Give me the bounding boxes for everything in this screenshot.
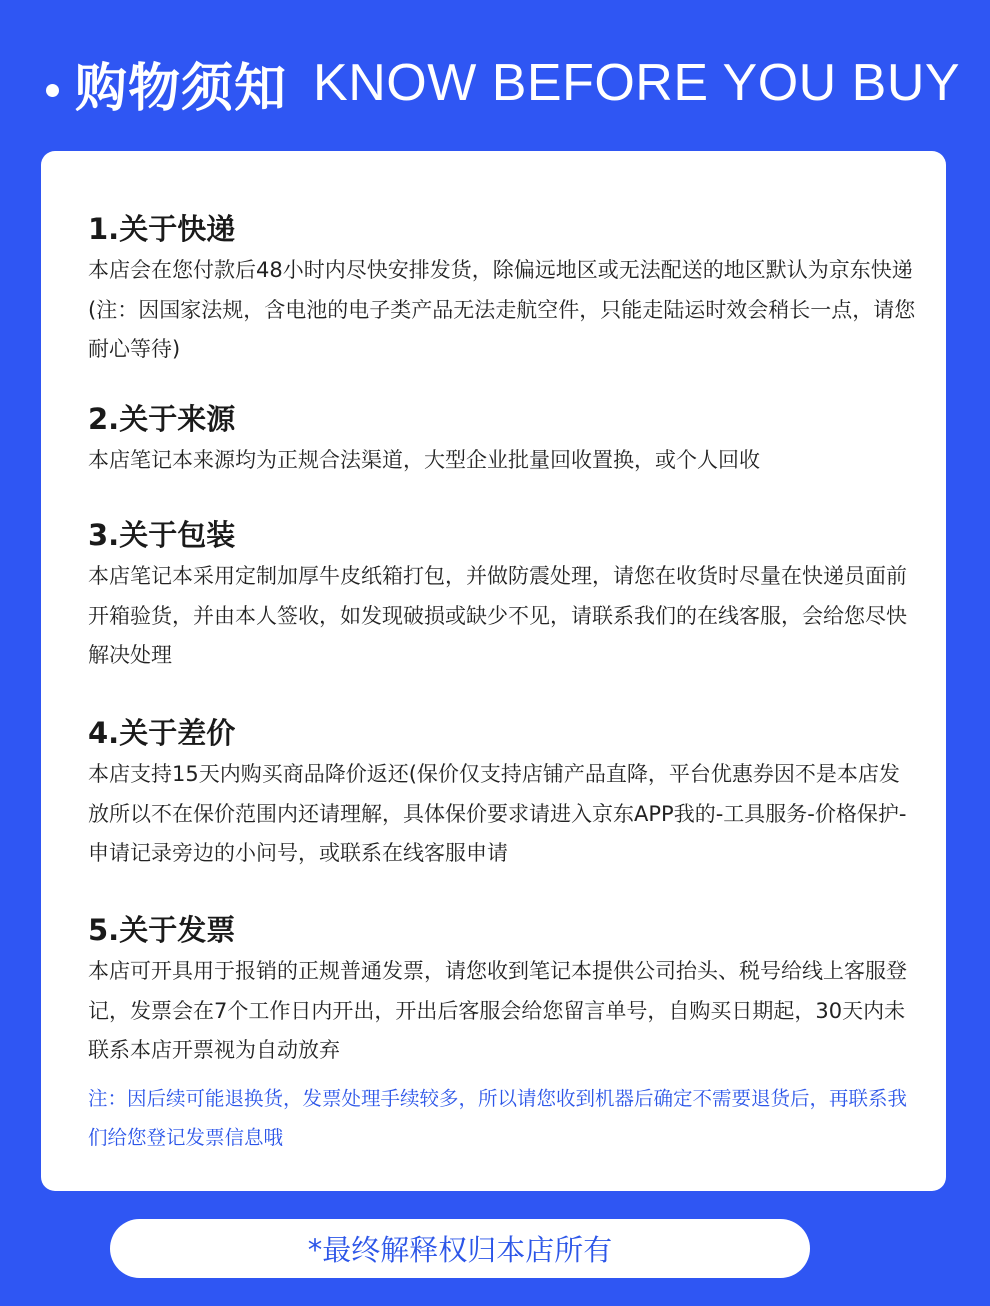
section-source bbox=[88, 399, 918, 481]
section-shipping bbox=[88, 209, 918, 370]
section-body: 本店笔记本采用定制加厚牛皮纸箱打包，并做防震处理，请您在收货时尽量在快递员面前开箱验货，并由本人签收，如发现破损或缺少不见，请联系我们的在线客服，会给您尽快解决处理 bbox=[88, 564, 907, 667]
section-body: 本店可开具用于报销的正规普通发票，请您收到笔记本提供公司抬头、税号给线上客服登记，发票会在7个工作日内开出，开出后客服会给您留言单号，自购买日期起，30天内未联系本店开票视为自动放弃 bbox=[88, 959, 907, 1062]
footer-disclaimer-text: *最终解释权归本店所有 bbox=[307, 1233, 613, 1267]
section-body: 本店支持15天内购买商品降价返还(保价仅支持店铺产品直降，平台优惠券因不是本店发放所以不在保价范围内还请理解，具体保价要求请进入京东APP我的-工具服务-价格保护-申请记录旁边的小问号，或联系在线客服申请 bbox=[88, 762, 907, 865]
section-packaging bbox=[88, 515, 918, 676]
section-title: 1.关于快递 bbox=[88, 212, 236, 246]
section-title: 4.关于差价 bbox=[88, 716, 236, 750]
section-invoice bbox=[88, 910, 918, 1071]
section-body: 本店笔记本来源均为正规合法渠道，大型企业批量回收置换，或个人回收 bbox=[88, 448, 760, 472]
section-title: 2.关于来源 bbox=[88, 402, 236, 436]
footer-disclaimer bbox=[110, 1219, 810, 1278]
notice-card bbox=[41, 151, 946, 1191]
section-title: 3.关于包装 bbox=[88, 518, 236, 552]
section-price-difference bbox=[88, 713, 918, 874]
page-title-en: KNOW BEFORE YOU BUY bbox=[313, 54, 961, 112]
bullet-dot-icon bbox=[46, 84, 59, 97]
invoice-note: 注：因后续可能退换货，发票处理手续较多，所以请您收到机器后确定不需要退货后，再联系我们给您登记发票信息哦 bbox=[88, 1087, 908, 1149]
page-title-cn: 购物须知 bbox=[75, 58, 288, 119]
section-title: 5.关于发票 bbox=[88, 913, 236, 947]
section-body: 本店会在您付款后48小时内尽快安排发货，除偏远地区或无法配送的地区默认为京东快递(注：因国家法规，含电池的电子类产品无法走航空件，只能走陆运时效会稍长一点，请您耐心等待) bbox=[88, 258, 916, 361]
page-header bbox=[46, 48, 960, 118]
